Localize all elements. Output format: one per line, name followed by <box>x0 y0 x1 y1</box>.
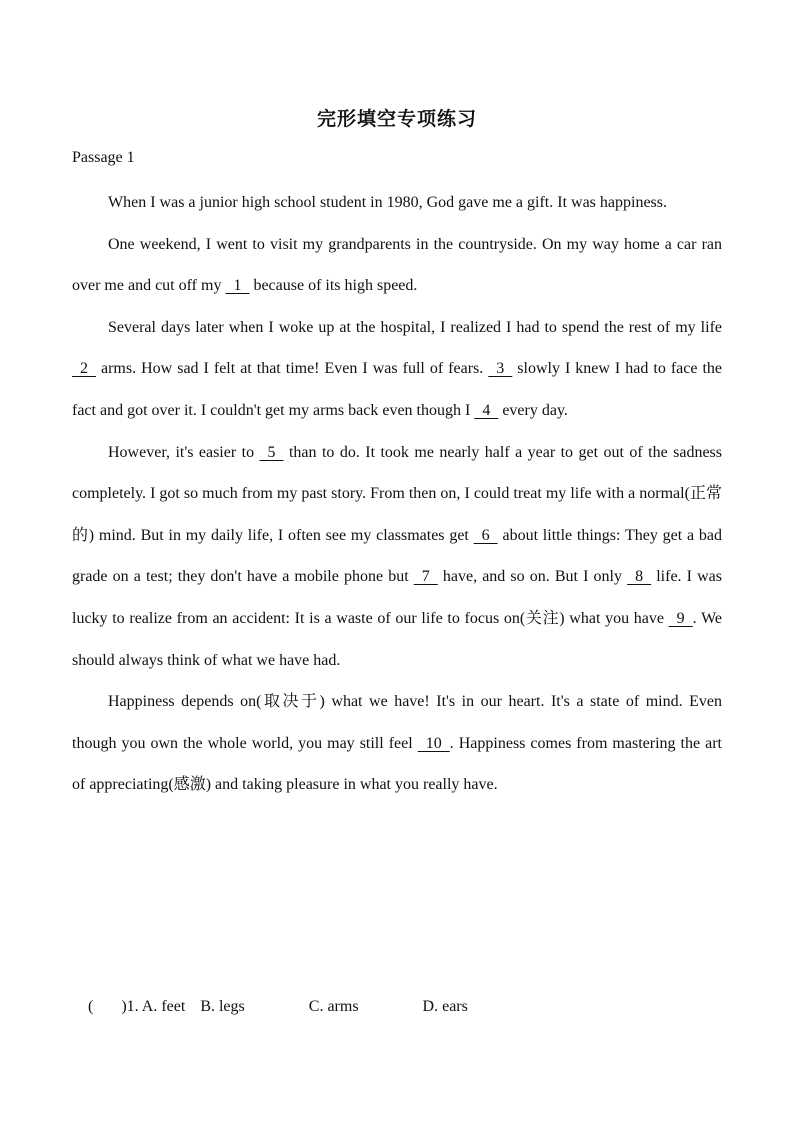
passage-text: about little things: They get a bad grade on a test; they don't have a mobile phone but <box>72 526 722 586</box>
answer-blank[interactable]: 7 <box>413 568 438 586</box>
passage-text: However, it's easier to <box>108 443 260 461</box>
passage-text: life. I was lucky to realize from an accident: It is a waste of our life to focus on(关注) what you have <box>72 568 722 627</box>
passage-text: than to do. It took me nearly half a year to get out of the sadness completely. I got so much from my past story. From then on, I could treat my life with a normal(正常的) mind. But in my daily life, I often see my classmates get <box>72 443 723 544</box>
passage-text: Happiness depends on(取决于) what we have! It's in our heart. It's a state of mind. Even though you own the whole world, you may still feel <box>72 693 722 752</box>
paragraph <box>72 307 722 432</box>
answer-blank[interactable]: 3 <box>488 360 513 378</box>
answer-blank[interactable]: 8 <box>627 568 652 586</box>
question-1 <box>72 980 468 1034</box>
passage-body <box>72 182 722 806</box>
paragraph <box>72 224 722 307</box>
passage-text: Several days later when I woke up at the hospital, I realized I had to spend the rest of my life <box>108 318 722 336</box>
passage-text: . We should always think of what we have had. <box>72 609 722 669</box>
passage-text: slowly I knew I had to face the fact and got over it. I couldn't get my arms back even though I <box>72 360 722 419</box>
option-d: D. ears <box>422 998 468 1015</box>
passage-text: have, and so on. But I only <box>437 568 628 586</box>
answer-paren[interactable]: ( ) <box>88 998 127 1015</box>
option-b: B. legs <box>200 998 245 1015</box>
passage-label: Passage 1 <box>72 149 135 166</box>
answer-blank[interactable]: 2 <box>72 360 96 378</box>
question-stem-option-a: 1. A. feet <box>126 998 186 1015</box>
passage-text: arms. How sad I felt at that time! Even I was full of fears. <box>96 360 489 378</box>
option-c: C. arms <box>308 998 359 1015</box>
answer-blank[interactable]: 6 <box>473 526 498 544</box>
paragraph <box>72 681 722 806</box>
page-title: 完形填空专项练习 <box>316 108 477 130</box>
passage-text: because of its high speed. <box>249 277 418 295</box>
passage-text: every day. <box>498 401 568 419</box>
passage-text: One weekend, I went to visit my grandparents in the countryside. On my way home a car ran over me and cut off my <box>72 235 722 295</box>
answer-blank[interactable]: 9 <box>668 609 693 627</box>
answer-blank[interactable]: 5 <box>259 443 284 461</box>
answer-blank[interactable]: 4 <box>474 401 499 419</box>
paragraph <box>72 182 722 224</box>
answer-blank[interactable]: 10 <box>417 734 450 752</box>
passage-text: . Happiness comes from mastering the art of appreciating(感激) and taking pleasure in what you really have. <box>72 734 722 794</box>
paragraph <box>72 432 722 682</box>
passage-text: When I was a junior high school student in 1980, God gave me a gift. It was happiness. <box>108 194 667 211</box>
answer-blank[interactable]: 1 <box>225 277 250 295</box>
